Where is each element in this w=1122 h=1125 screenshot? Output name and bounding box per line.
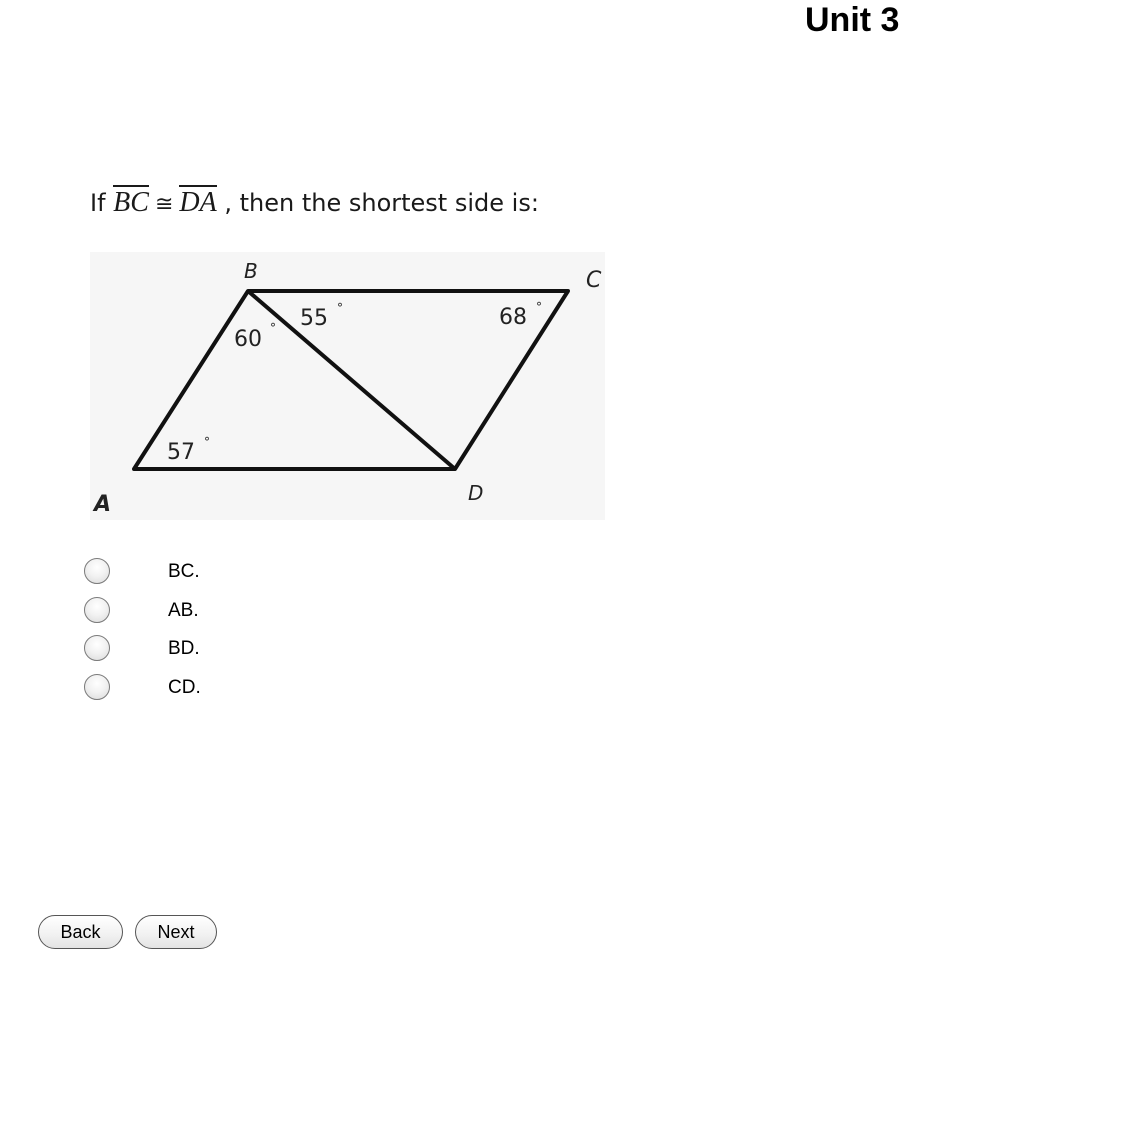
segment-da: DA xyxy=(179,187,217,218)
radio-button-option-3[interactable] xyxy=(84,635,110,661)
degree-mark-57: ° xyxy=(204,435,210,449)
angle-label-60: 60 xyxy=(234,327,262,352)
vertex-label-a: A xyxy=(94,492,112,517)
angle-label-68: 68 xyxy=(499,305,527,330)
next-button[interactable]: Next xyxy=(135,915,217,949)
option-label: BD. xyxy=(168,638,200,659)
degree-mark-68: ° xyxy=(536,300,542,314)
degree-mark-55: ° xyxy=(337,301,343,315)
option-label: AB. xyxy=(168,599,199,621)
vertex-label-c: C xyxy=(586,268,602,293)
page-title: Unit 3 xyxy=(805,1,900,39)
option-label: CD. xyxy=(168,676,201,698)
prompt-suffix: , then the shortest side is: xyxy=(224,189,539,217)
vertex-label-d: D xyxy=(468,481,484,505)
vertex-label-b: B xyxy=(244,259,258,283)
congruent-symbol: ≅ xyxy=(154,192,174,217)
angle-label-55: 55 xyxy=(300,306,328,331)
radio-button-option-1[interactable] xyxy=(84,558,110,584)
option-label: BC. xyxy=(168,561,200,582)
radio-button-option-4[interactable] xyxy=(84,674,110,700)
angle-label-57: 57 xyxy=(167,440,195,465)
segment-bc: BC xyxy=(113,187,149,218)
back-button[interactable]: Back xyxy=(38,915,123,949)
question-figure xyxy=(84,178,614,523)
question-prompt xyxy=(90,183,539,225)
radio-button-option-2[interactable] xyxy=(84,597,110,623)
degree-mark-60: ° xyxy=(270,321,276,335)
prompt-prefix: If xyxy=(90,189,106,217)
